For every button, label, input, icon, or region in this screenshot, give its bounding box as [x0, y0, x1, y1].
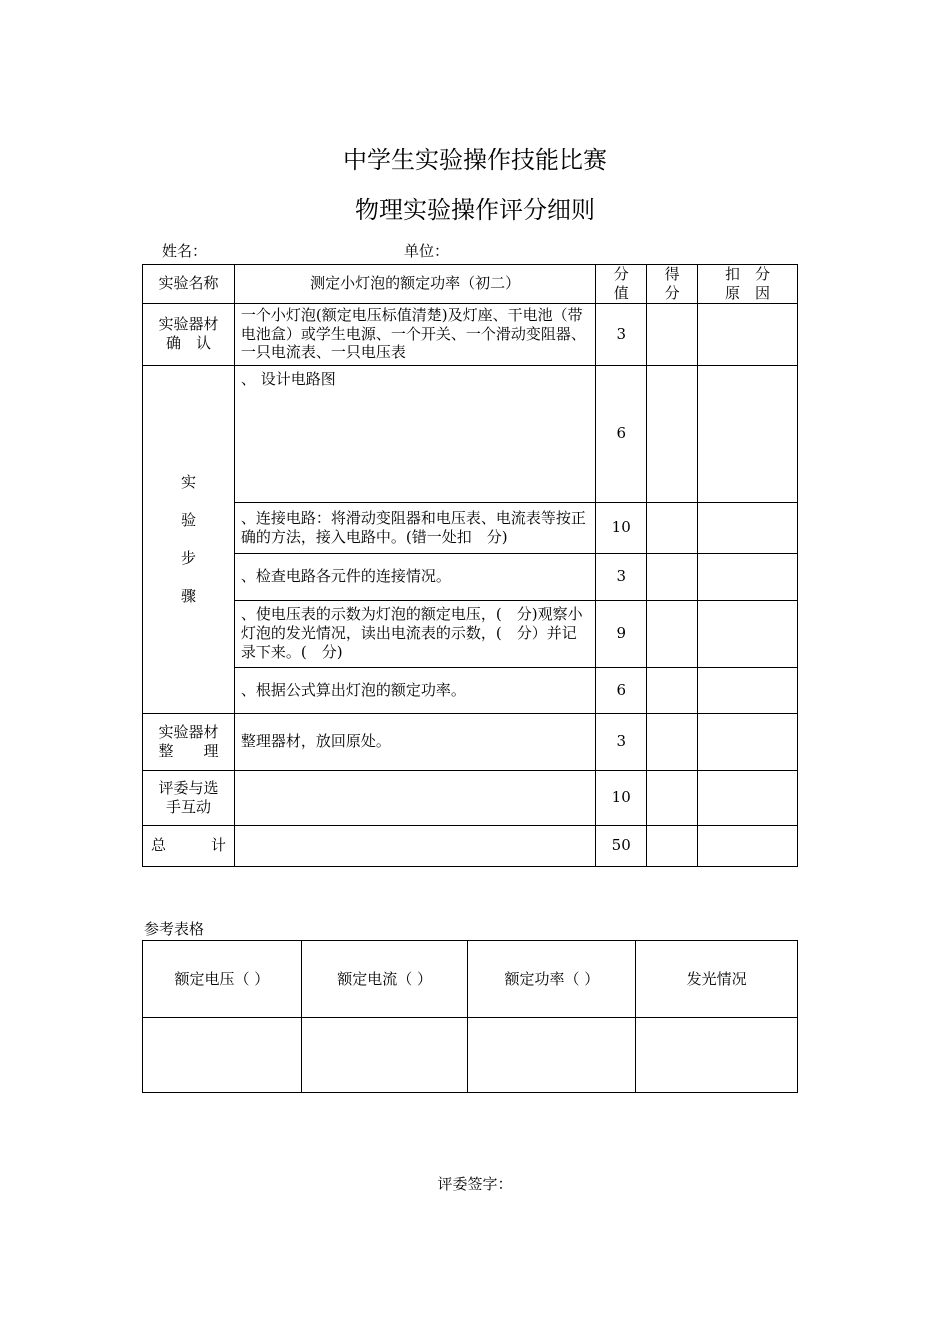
rated-current-cell — [301, 1018, 468, 1093]
reference-table-label: 参考表格 — [144, 920, 205, 938]
step-reason-cell — [698, 365, 798, 502]
deduct-reason-header: 扣 分 原 因 — [698, 265, 798, 304]
table-header-row — [143, 265, 798, 304]
step-reason-cell — [698, 553, 798, 600]
step-reason-cell — [698, 667, 798, 713]
total-content-cell — [234, 825, 595, 866]
reference-table — [142, 940, 798, 1093]
interaction-reason-cell — [698, 770, 798, 825]
page-title: 中学生实验操作技能比赛 — [343, 146, 607, 174]
experiment-name-label: 实验名称 — [143, 265, 235, 304]
equipment-check-reason-cell — [698, 303, 798, 365]
score-value-header: 分 值 — [596, 265, 647, 304]
equipment-check-row — [143, 303, 798, 365]
equipment-check-label: 实验器材 确 认 — [143, 303, 235, 365]
step-score-cell — [647, 365, 698, 502]
cleanup-score-cell — [647, 713, 698, 770]
cleanup-reason-cell — [698, 713, 798, 770]
reference-data-row — [143, 1018, 798, 1093]
step-content: 、检查电路各元件的连接情况。 — [234, 553, 595, 600]
unit-label: 单位： — [404, 242, 450, 260]
step-reason-cell — [698, 502, 798, 553]
rated-current-header: 额定电流（ ） — [301, 941, 468, 1018]
total-score-cell — [647, 825, 698, 866]
light-condition-cell — [636, 1018, 798, 1093]
step-points: 3 — [596, 553, 647, 600]
total-points: 50 — [596, 825, 647, 866]
name-label: 姓名： — [162, 242, 208, 260]
cleanup-points: 3 — [596, 713, 647, 770]
scoring-table — [142, 264, 798, 867]
interaction-row — [143, 770, 798, 825]
experiment-name: 测定小灯泡的额定功率（初二） — [234, 265, 595, 304]
rated-power-header: 额定功率（ ） — [468, 941, 636, 1018]
step-row — [143, 365, 798, 502]
equipment-check-points: 3 — [596, 303, 647, 365]
total-row — [143, 825, 798, 866]
step-row — [143, 600, 798, 667]
page-subtitle: 物理实验操作评分细则 — [355, 196, 595, 224]
equipment-check-score-cell — [647, 303, 698, 365]
rated-voltage-header: 额定电压（ ） — [143, 941, 302, 1018]
light-condition-header: 发光情况 — [636, 941, 798, 1018]
total-reason-cell — [698, 825, 798, 866]
cleanup-row — [143, 713, 798, 770]
step-points: 9 — [596, 600, 647, 667]
step-score-cell — [647, 553, 698, 600]
step-score-cell — [647, 667, 698, 713]
cleanup-label: 实验器材 整 理 — [143, 713, 235, 770]
interaction-score-cell — [647, 770, 698, 825]
step-points: 6 — [596, 365, 647, 502]
step-content: 、根据公式算出灯泡的额定功率。 — [234, 667, 595, 713]
steps-label: 实 验 步 骤 — [143, 365, 235, 713]
cleanup-content: 整理器材，放回原处。 — [234, 713, 595, 770]
rated-voltage-cell — [143, 1018, 302, 1093]
reference-header-row — [143, 941, 798, 1018]
equipment-check-content: 一个小灯泡(额定电压标值清楚)及灯座、干电池（带电池盒）或学生电源、一个开关、一个滑动变阻器、一只电流表、一只电压表 — [234, 303, 595, 365]
step-content: 、 设计电路图 — [234, 365, 595, 502]
step-points: 6 — [596, 667, 647, 713]
step-row — [143, 502, 798, 553]
judge-signature-label: 评委签字： — [437, 1175, 513, 1193]
step-score-cell — [647, 600, 698, 667]
step-row — [143, 667, 798, 713]
rated-power-cell — [468, 1018, 636, 1093]
step-content: 、使电压表的示数为灯泡的额定电压，( 分)观察小灯泡的发光情况，读出电流表的示数，( 分）并记录下来。( 分) — [234, 600, 595, 667]
step-reason-cell — [698, 600, 798, 667]
total-label: 总 计 — [143, 825, 235, 866]
step-points: 10 — [596, 502, 647, 553]
interaction-points: 10 — [596, 770, 647, 825]
step-content: 、连接电路：将滑动变阻器和电压表、电流表等按正确的方法，接入电路中。(错一处扣 分) — [234, 502, 595, 553]
interaction-label: 评委与选 手互动 — [143, 770, 235, 825]
step-row — [143, 553, 798, 600]
score-got-header: 得 分 — [647, 265, 698, 304]
interaction-content — [234, 770, 595, 825]
step-score-cell — [647, 502, 698, 553]
